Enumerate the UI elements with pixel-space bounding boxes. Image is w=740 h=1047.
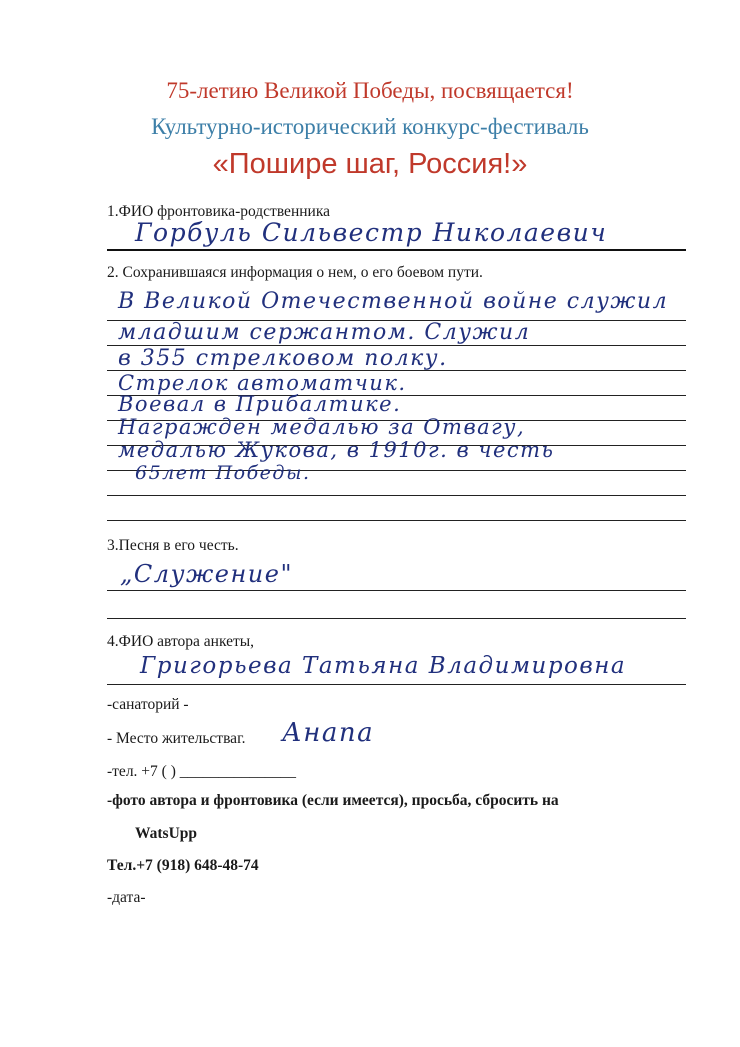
question-2-answer-line: Стрелок автоматчик. — [118, 371, 407, 395]
residence-prefix: г. — [237, 730, 246, 747]
festival-name: «Пошире шаг, Россия!» — [212, 148, 528, 180]
photo-note: -фото автора и фронтовика (если имеется), просьба, сбросить на — [107, 792, 559, 809]
question-1-answer: Горбуль Сильвестр Николаевич — [135, 218, 608, 247]
dedication-title: 75-летию Великой Победы, посвящается! — [166, 78, 574, 103]
question-2-answer-line: Воевал в Прибалтике. — [118, 392, 402, 416]
date-label: -дата- — [107, 889, 146, 906]
question-3-label: 3.Песня в его честь. — [107, 537, 239, 554]
answer-line — [107, 684, 686, 685]
residence-answer: Анапа — [282, 718, 375, 748]
answer-line — [107, 590, 686, 591]
contact-phone: Тел.+7 (918) 648-48-74 — [107, 857, 259, 874]
messenger-name: WatsUpp — [135, 825, 198, 842]
phone-label: -тел. +7 ( ) _______________ — [107, 763, 296, 780]
question-2-answer-line: 65лет Победы. — [135, 462, 311, 484]
answer-line — [107, 520, 686, 521]
question-2-answer-line: в 355 стрелковом полку. — [118, 346, 448, 371]
question-3-answer: „Служение" — [120, 560, 293, 588]
festival-subtitle: Культурно-исторический конкурс-фестиваль — [151, 114, 589, 139]
answer-line — [107, 618, 686, 619]
question-2-answer-line: медалью Жукова, в 1910г. в честь — [118, 438, 555, 462]
answer-line — [107, 495, 686, 496]
question-2-answer-line: В Великой Отечественной войне служил — [118, 289, 669, 314]
question-1-label: 1.ФИО фронтовика-родственника — [107, 203, 331, 220]
question-4-answer: Григорьева Татьяна Владимировна — [140, 653, 627, 679]
question-4-label: 4.ФИО автора анкеты, — [107, 633, 255, 650]
residence-label: - Место жительства — [107, 730, 238, 747]
question-2-label: 2. Сохранившаяся информация о нем, о его боевом пути. — [107, 264, 483, 281]
question-2-answer-line: Награжден медалью за Отвагу, — [118, 415, 526, 439]
answer-line — [107, 249, 686, 251]
residence-field — [107, 730, 246, 748]
question-2-answer-line: младшим сержантом. Служил — [118, 320, 531, 345]
sanatorium-label: -санаторий - — [107, 696, 189, 713]
